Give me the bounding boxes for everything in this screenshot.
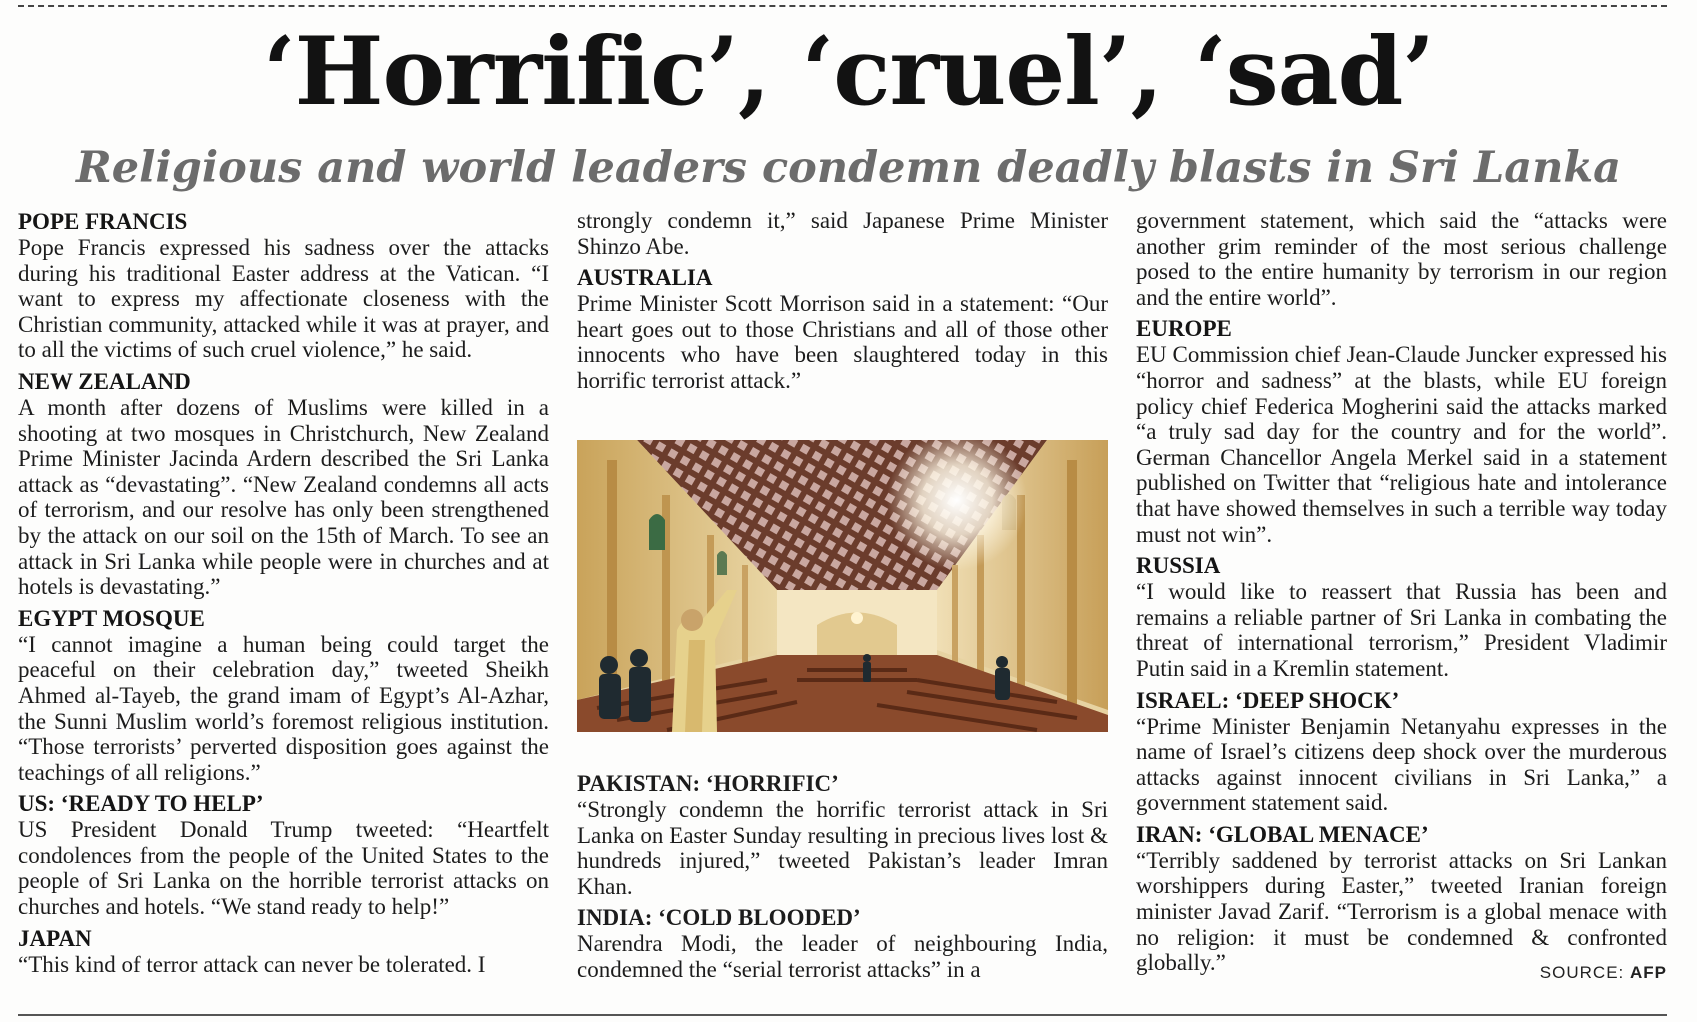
section-body-pope: Pope Francis expressed his sadness over the attacks during his traditional Easter address at the Vatican. “I want to express my affectionate closeness with the Christian community, attacked while it was at prayer, and to all the victims of such cruel violence,” he said. — [18, 235, 549, 363]
source-agency: AFP — [1630, 963, 1667, 982]
section-heading-pakistan: PAKISTAN: ‘HORRIFIC’ — [577, 771, 839, 796]
section-heading-israel: ISRAEL: ‘DEEP SHOCK’ — [1136, 687, 1400, 713]
church-interior-photo — [577, 440, 1108, 732]
column-3 — [1136, 208, 1667, 981]
source-label: SOURCE: — [1539, 963, 1625, 982]
section-body-japan-part2: strongly condemn it,” said Japanese Prime Minister Shinzo Abe. — [577, 208, 1108, 259]
section-heading-egypt: EGYPT MOSQUE — [18, 605, 205, 631]
section-body-japan-part1: “This kind of terror attack can never be tolerated. I — [18, 951, 486, 977]
section-heading-pope: POPE FRANCIS — [18, 209, 188, 234]
column-2 — [577, 208, 1108, 399]
subhead: Religious and world leaders condemn deadly blasts in Sri Lanka — [75, 143, 1622, 193]
section-body-india-part2: government statement, which said the “attacks were another grim reminder of the most serious challenge posed to the entire humanity by terrorism in our region and the entire world”. — [1136, 208, 1667, 310]
section-heading-us: US: ‘READY TO HELP’ — [18, 791, 264, 817]
section-body-iran: “Terribly saddened by terrorist attacks on Sri Lankan worshippers during Easter,” tweeted Iranian foreign minister Javad Zarif. “Terrorism is a global menace with no religion: it must be condemned & confronted globally.” — [1136, 847, 1667, 976]
section-body-new-zealand: A month after dozens of Muslims were killed in a shooting at two mosques in Christchurch, New Zealand Prime Minister Jacinda Ardern described the Sri Lanka attack as “devastating”. “New Zealand condemns all acts of terrorism, and our resolve has only been strengthened by the attack on our soil on the 15th of March. To see an attack in Sri Lanka while people were in churches and at hotels is devastating.” — [18, 394, 549, 600]
section-body-us: US President Donald Trump tweeted: “Heartfelt condolences from the people of the United States to the people of Sri Lanka on the horrible terrorist attacks on churches and hotels. “We stand ready to help!” — [18, 817, 549, 920]
section-body-india-part1: Narendra Modi, the leader of neighbouring India, condemned the “serial terrorist attacks” in a — [577, 931, 1108, 982]
section-body-egypt: “I cannot imagine a human being could target the peaceful on their celebration day,” tweeted Sheikh Ahmed al-Tayeb, the grand imam of Egypt’s Al-Azhar, the Sunni Muslim world’s foremost religious institution. “Those terrorists’ perverted disposition goes against the teachings of all religions.” — [18, 631, 549, 785]
section-body-russia: “I would like to reassert that Russia has been and remains a reliable partner of Sri Lanka in combating the threat of international terrorism,” President Vladimir Putin said in a Kremlin statement. — [1136, 579, 1667, 681]
column-1 — [18, 208, 549, 982]
section-heading-iran: IRAN: ‘GLOBAL MENACE’ — [1136, 821, 1429, 847]
section-body-pakistan: “Strongly condemn the horrific terrorist attack in Sri Lanka on Easter Sunday resulting in precious lives lost & hundreds injured,” tweeted Pakistan’s leader Imran Khan. — [577, 797, 1108, 899]
section-heading-japan: JAPAN — [18, 925, 92, 951]
section-heading-europe: EUROPE — [1136, 316, 1232, 342]
column-2-lower — [577, 770, 1108, 988]
section-body-israel: “Prime Minister Benjamin Netanyahu expresses in the name of Israel’s citizens deep shock over the murderous attacks against innocent civilians in Sri Lanka,” a government statement said. — [1136, 713, 1667, 816]
section-heading-russia: RUSSIA — [1136, 553, 1221, 579]
bottom-rule — [18, 1014, 1667, 1016]
section-heading-australia: AUSTRALIA — [577, 265, 713, 291]
section-heading-india: INDIA: ‘COLD BLOODED’ — [577, 905, 861, 931]
section-heading-new-zealand: NEW ZEALAND — [18, 368, 191, 394]
headline: ‘Horrific’, ‘cruel’, ‘sad’ — [262, 17, 1435, 127]
top-dashed-rule — [18, 5, 1667, 7]
section-body-australia: Prime Minister Scott Morrison said in a statement: “Our heart goes out to those Christians and all of those other innocents who have been slaughtered today in this horrific terrorist attack.” — [577, 291, 1108, 393]
source-credit — [1540, 963, 1667, 983]
section-body-europe: EU Commission chief Jean-Claude Juncker expressed his “horror and sadness” at the blasts, while EU foreign policy chief Federica Mogherini said the attacks marked “a truly sad day for the country and for the world”. German Chancellor Angela Merkel said in a statement published on Twitter that “religious hate and intolerance that have showed themselves in such a terrible way today must not win”. — [1136, 342, 1667, 547]
